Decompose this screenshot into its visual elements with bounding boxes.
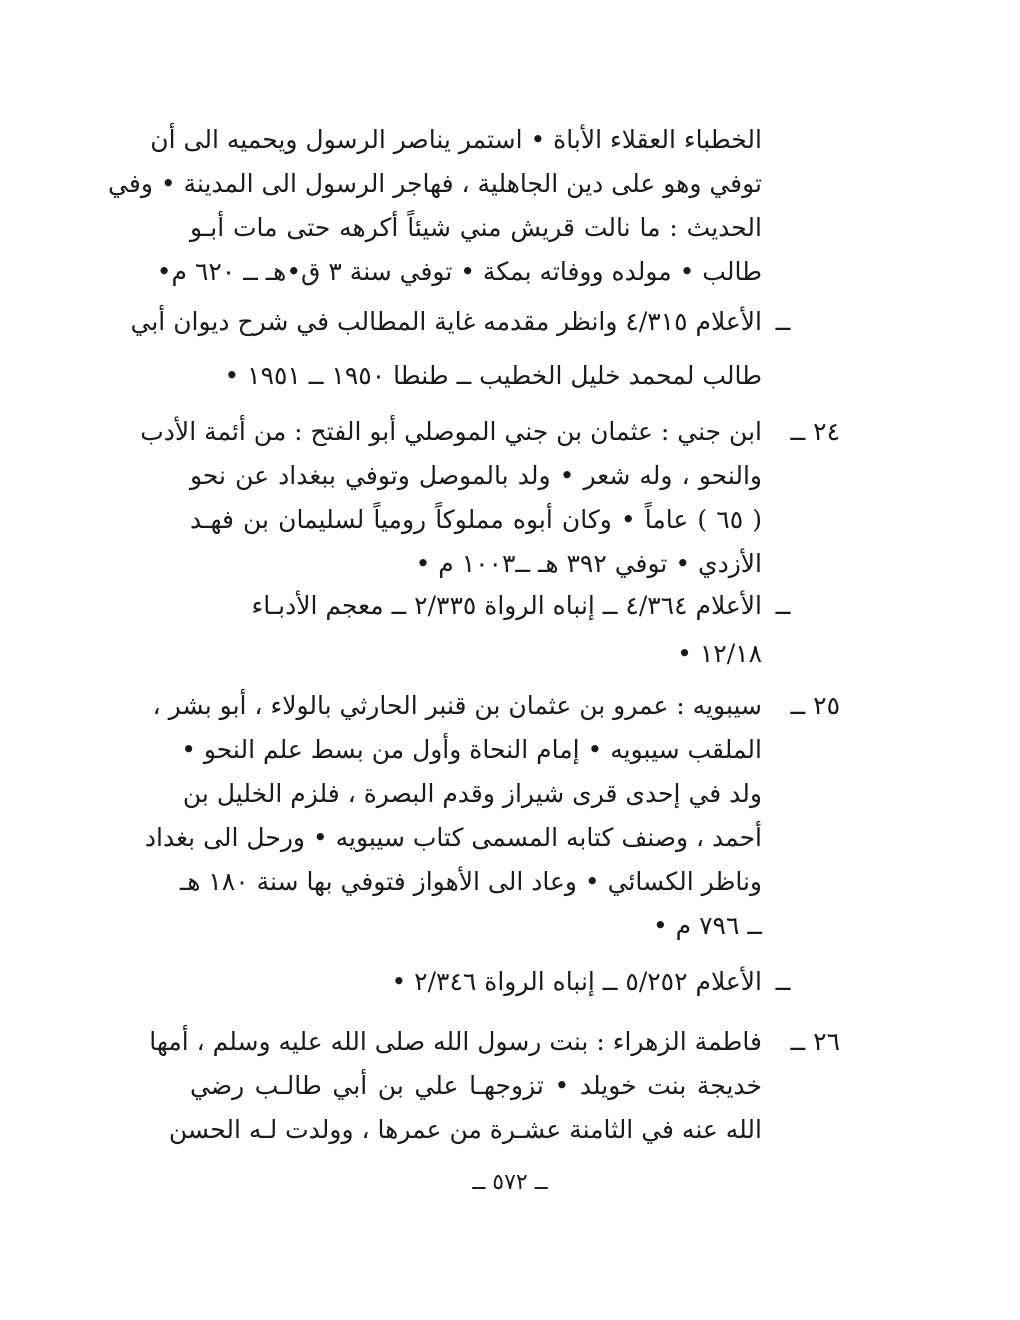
- entry-line: فاطمة الزهراء : بنت رسول الله صلى الله عليه وسلم ، أمها: [149, 1027, 762, 1056]
- entry-line: والنحو ، وله شعر • ولد بالموصل وتوفي ببغداد عن نحو: [190, 461, 762, 490]
- intro-line: الحديث : ما نالت قريش مني شيئاً أكرهه حتى مات أبـو: [190, 213, 762, 242]
- reference-text: ١٢/١٨ •: [677, 639, 762, 668]
- page-number: ــ ٥٧٢ ــ: [472, 1170, 548, 1195]
- entry-line: ــ ٧٩٦ م •: [652, 911, 762, 940]
- entry-line: سيبويه : عمرو بن عثمان بن قنبر الحارثي بالولاء ، أبو بشر ،: [152, 691, 762, 720]
- entry-number: ٢٤ ــ: [790, 417, 840, 446]
- intro-line: توفي وهو على دين الجاهلية ، فهاجر الرسول الى المدينة • وفي: [108, 169, 762, 198]
- entry-body: [144, 684, 762, 948]
- entry-line: الملقب سيبويه • إمام النحاة وأول من بسط علم النحو •: [181, 735, 762, 764]
- reference-dash: ــ: [775, 967, 791, 996]
- entry-24: [140, 410, 840, 586]
- entry-line: وناظر الكسائي • وعاد الى الأهواز فتوفي بها سنة ١٨٠ هـ: [179, 867, 762, 896]
- reference-text: طالب لمحمد خليل الخطيب ــ طنطا ١٩٥٠ ــ ١٩٥١ •: [224, 361, 762, 390]
- entry-line: ( ٦٥ ) عاماً • وكان أبوه مملوكاً رومياً لسليمان بن فهـد: [190, 505, 762, 534]
- reference-text: الأعلام ٥/٢٥٢ ــ إنباه الرواة ٢/٣٤٦ •: [391, 967, 762, 996]
- intro-line: الخطباء العقلاء الأباة • استمر يناصر الرسول ويحميه الى أن: [150, 125, 762, 154]
- reference-dash: ــ: [775, 307, 791, 336]
- entry-line: خديجة بنت خويلد • تزوجهـا علي بن أبي طالـب رضي: [190, 1071, 762, 1100]
- entry-body: [149, 1020, 762, 1152]
- entry-line: ابن جني : عثمان بن جني الموصلي أبو الفتح : من أئمة الأدب: [140, 417, 762, 446]
- entry-line: أحمد ، وصنف كتابه المسمى كتاب سيبويه • ورحل الى بغداد: [144, 823, 762, 852]
- entry-number: ٢٥ ــ: [790, 691, 840, 720]
- entry-26: [149, 1020, 840, 1156]
- intro-paragraph: [108, 118, 762, 294]
- entry-body: [140, 410, 762, 586]
- reference-text: الأعلام ٤/٣٦٤ ــ إنباه الرواة ٢/٣٣٥ ــ معجم الأدبـاء: [251, 591, 762, 620]
- entry-number: ٢٦ ــ: [790, 1027, 840, 1056]
- entry-25: [144, 684, 840, 956]
- reference-dash: ــ: [775, 591, 791, 620]
- entry-line: ولد في إحدى قرى شيراز وقدم البصرة ، فلزم الخليل بن: [182, 779, 762, 808]
- entry-line: الله عنه في الثامنة عشـرة من عمرها ، وولدت لـه الحسن: [168, 1115, 762, 1144]
- intro-line: طالب • مولده ووفاته بمكة • توفي سنة ٣ ق•هـ ــ ٦٢٠ م•: [156, 257, 762, 286]
- reference-text: الأعلام ٤/٣١٥ وانظر مقدمه غاية المطالب في شرح ديوان أبي: [130, 307, 762, 336]
- entry-line: الأزدي • توفي ٣٩٢ هـ ــ١٠٠٣ م •: [415, 549, 762, 578]
